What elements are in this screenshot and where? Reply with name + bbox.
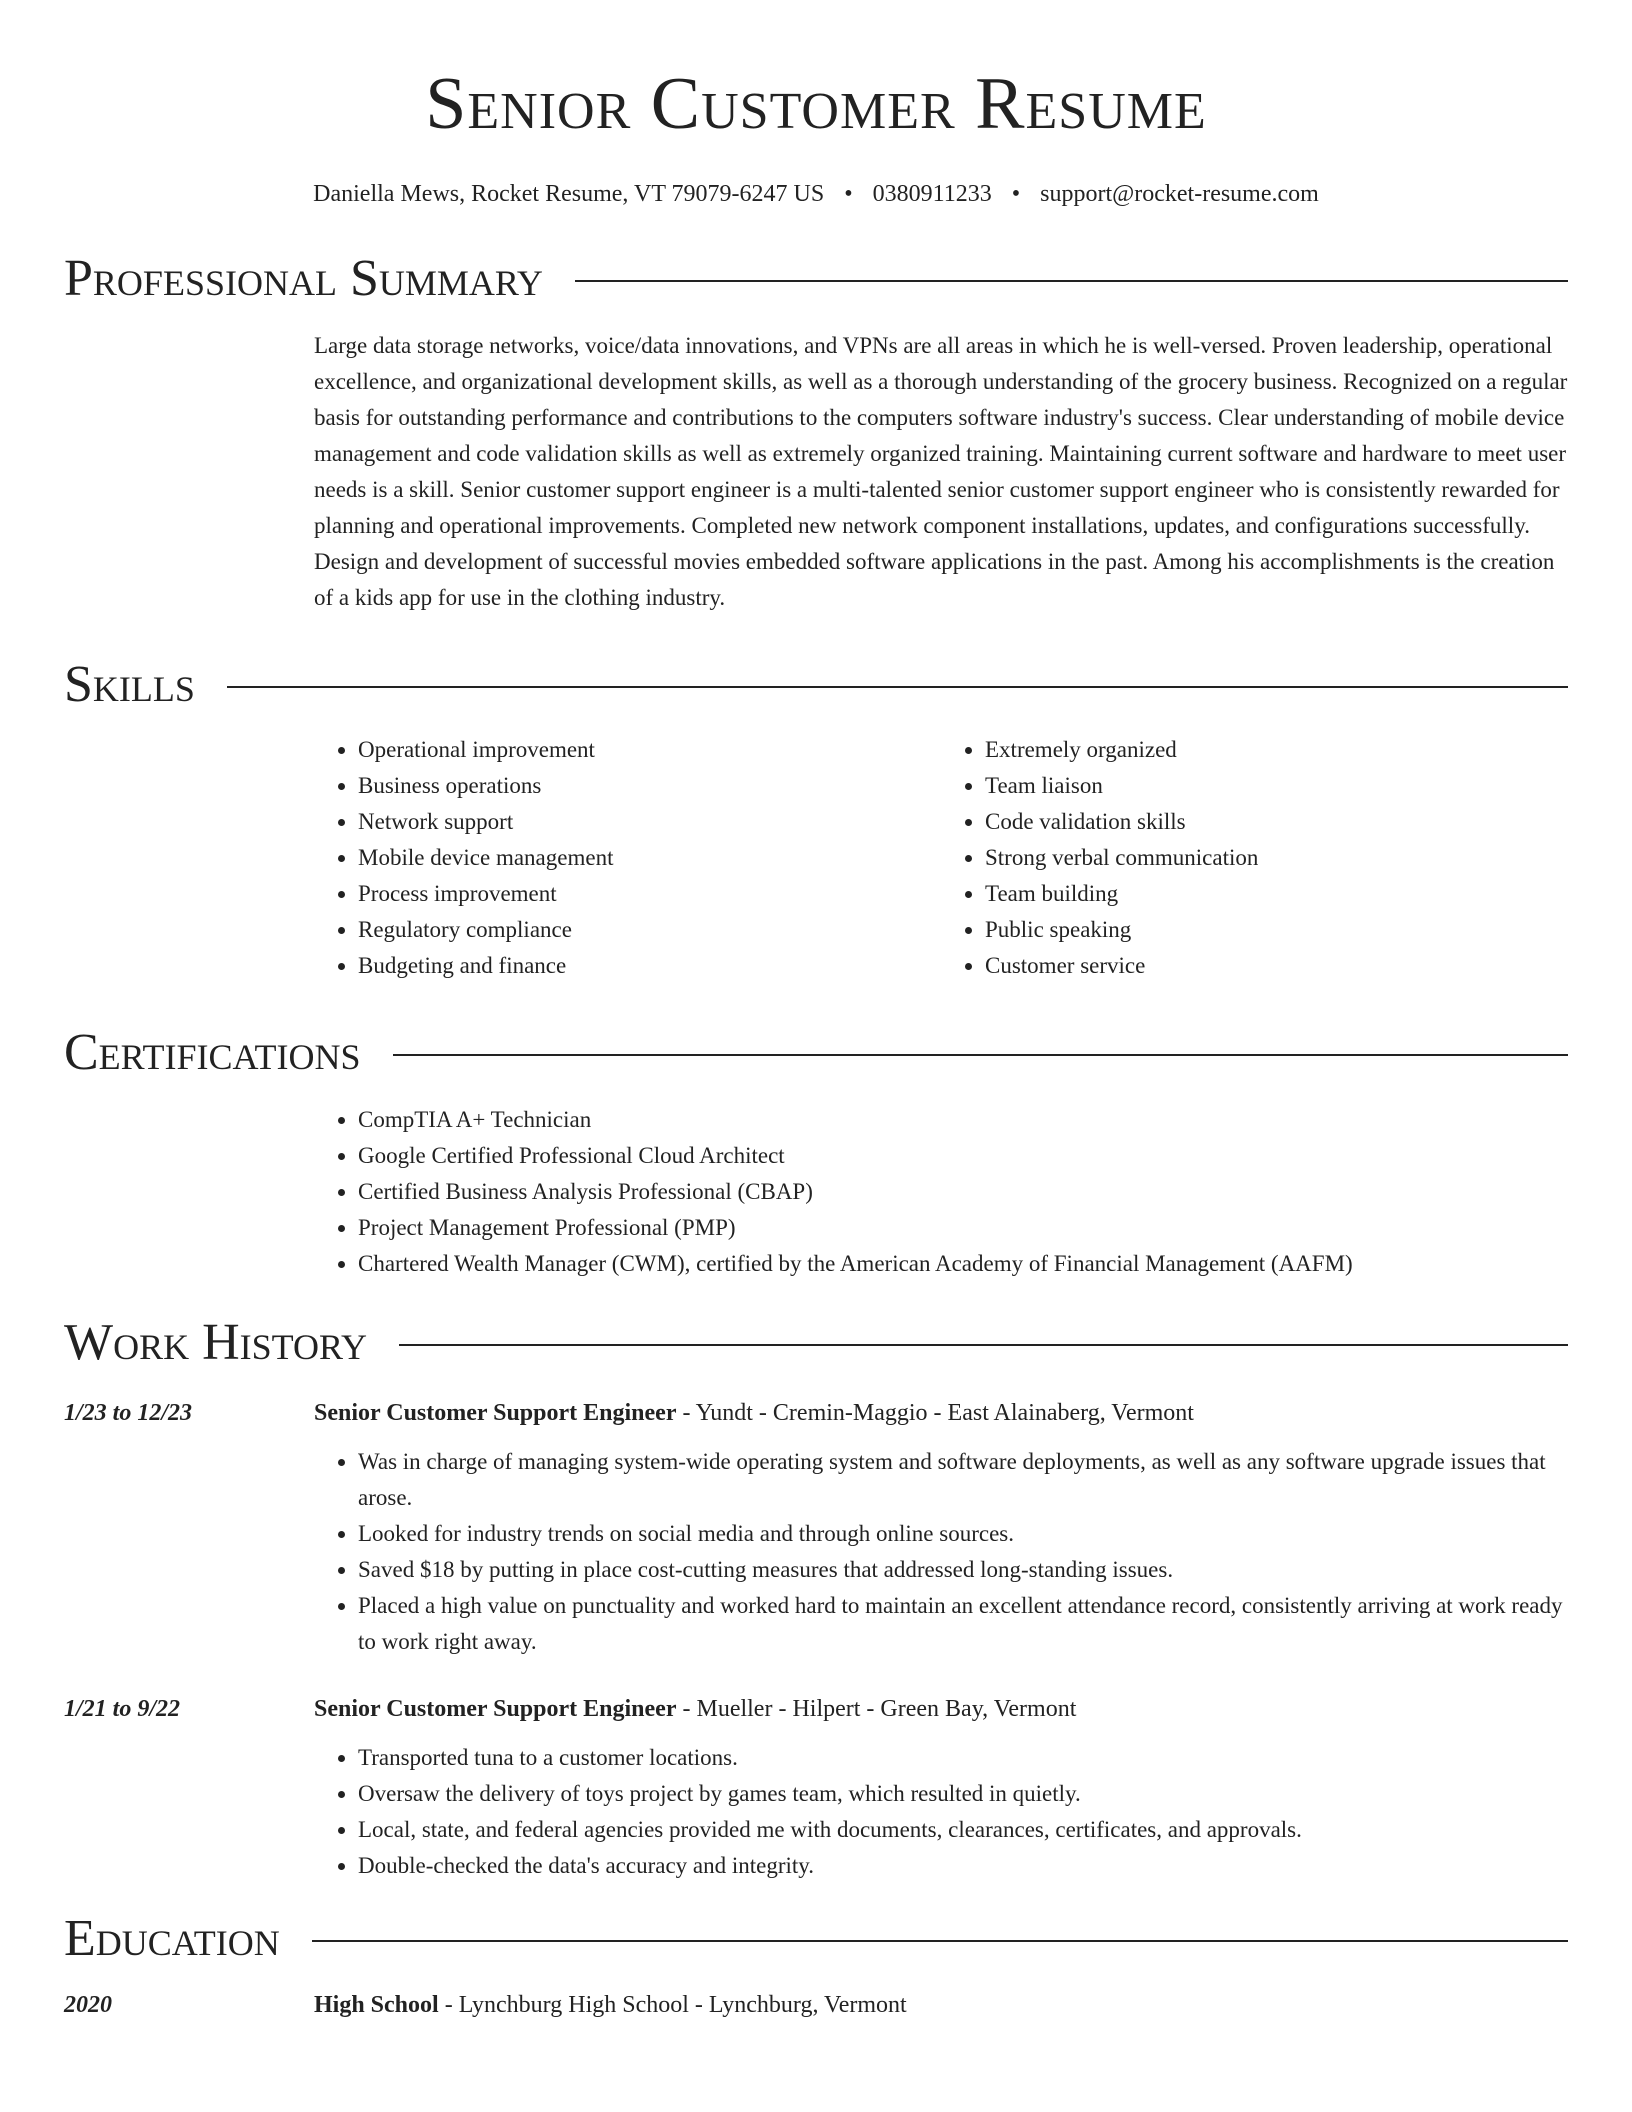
- education-section-header: [64, 1908, 1568, 1970]
- skill-item: • Team liaison: [985, 768, 1568, 804]
- job-bullets: [314, 1444, 1568, 1660]
- contact-phone: 0380911233: [872, 181, 992, 207]
- section-divider: [393, 1054, 1568, 1056]
- skills-heading: Skills: [64, 656, 195, 713]
- section-divider: [227, 686, 1568, 688]
- skills-list: [314, 732, 1568, 984]
- education-date: 2020: [64, 1992, 112, 2018]
- skills-section-header: [64, 654, 1568, 716]
- skill-item: • Customer service: [985, 948, 1568, 984]
- contact-separator: •: [1011, 181, 1021, 207]
- certifications-list: [314, 1102, 1568, 1282]
- skill-item: • Business operations: [358, 768, 941, 804]
- job-bullet: • Placed a high value on punctuality and worked hard to maintain an excellent attendance record, consistently arriving at work ready to work right away.: [358, 1588, 1568, 1660]
- contact-separator: •: [844, 181, 853, 207]
- education-degree: High School: [314, 1992, 439, 2018]
- skills-column-left: [314, 732, 941, 984]
- skill-item: • Operational improvement: [358, 732, 941, 768]
- education-entry: [64, 1988, 1568, 2022]
- job-bullet: • Was in charge of managing system-wide operating system and software deployments, as well as any software upgrade issues that arose.: [358, 1444, 1568, 1516]
- section-divider: [399, 1344, 1568, 1346]
- skill-item: • Regulatory compliance: [358, 912, 941, 948]
- contact-line: [64, 178, 1568, 210]
- summary-heading: Professional Summary: [64, 250, 543, 307]
- skill-item: • Public speaking: [985, 912, 1568, 948]
- job-details: - Yundt - Cremin-Maggio - East Alainaberg, Vermont: [676, 1400, 1194, 1426]
- job-role: Senior Customer Support Engineer: [314, 1696, 677, 1722]
- section-divider: [312, 1940, 1568, 1942]
- certification-item: • Certified Business Analysis Professional (CBAP): [358, 1174, 1568, 1210]
- certification-item: • Chartered Wealth Manager (CWM), certified by the American Academy of Financial Management (AAFM): [358, 1246, 1568, 1282]
- job-details: - Mueller - Hilpert - Green Bay, Vermont: [676, 1696, 1077, 1722]
- job-entry-header: [64, 1396, 1568, 1430]
- job-bullet: • Local, state, and federal agencies provided me with documents, clearances, certificates, and approvals.: [358, 1812, 1568, 1848]
- job-bullets: [314, 1740, 1568, 1884]
- job-date: 1/23 to 12/23: [64, 1400, 193, 1426]
- job-role: Senior Customer Support Engineer: [314, 1400, 677, 1426]
- summary-text: Large data storage networks, voice/data innovations, and VPNs are all areas in which he is well-versed. Proven leadership, operational excellence, and organizational development skills, as well as a thorough understanding of the grocery business. Recognized on a regular basis for outstanding performance and contributions to the computers software industry's success. Clear understanding of mobile device management and code validation skills as well as extremely organized training. Maintaining current software and hardware to meet user needs is a skill. Senior customer support engineer is a multi-talented senior customer support engineer who is consistently rewarded for planning and operational improvements. Completed new network component installations, updates, and configurations successfully. Design and development of successful movies embedded software applications in the past. Among his accomplishments is the creation of a kids app for use in the clothing industry.: [314, 333, 1568, 610]
- job-date: 1/21 to 9/22: [64, 1696, 181, 1722]
- job-bullet: • Looked for industry trends on social media and through online sources.: [358, 1516, 1568, 1552]
- education-title-line: [314, 1988, 907, 2022]
- skill-item: • Network support: [358, 804, 941, 840]
- contact-email: support@rocket-resume.com: [1040, 181, 1319, 207]
- skill-item: • Team building: [985, 876, 1568, 912]
- work-heading: Work History: [64, 1314, 368, 1371]
- certifications-heading: Certifications: [64, 1024, 361, 1081]
- contact-address: Daniella Mews, Rocket Resume, VT 79079-6247 US: [313, 181, 825, 207]
- job-bullet: • Transported tuna to a customer locations.: [358, 1740, 1568, 1776]
- job-bullet: • Saved $18 by putting in place cost-cutting measures that addressed long-standing issues.: [358, 1552, 1568, 1588]
- summary-section-header: [64, 248, 1568, 310]
- job-title-line: [314, 1692, 1076, 1726]
- work-section-header: [64, 1312, 1568, 1374]
- skill-item: • Process improvement: [358, 876, 941, 912]
- skill-item: • Code validation skills: [985, 804, 1568, 840]
- certification-item: • CompTIA A+ Technician: [358, 1102, 1568, 1138]
- job-bullet: • Double-checked the data's accuracy and integrity.: [358, 1848, 1568, 1884]
- job-entry-header: [64, 1692, 1568, 1726]
- certifications-section-header: [64, 1022, 1568, 1084]
- education-heading: Education: [64, 1910, 280, 1967]
- certification-item: • Google Certified Professional Cloud Architect: [358, 1138, 1568, 1174]
- skill-item: • Extremely organized: [985, 732, 1568, 768]
- job-title-line: [314, 1396, 1194, 1430]
- section-divider: [575, 280, 1568, 282]
- job-bullet: • Oversaw the delivery of toys project by games team, which resulted in quietly.: [358, 1776, 1568, 1812]
- skill-item: • Mobile device management: [358, 840, 941, 876]
- resume-title: Senior Customer Resume: [425, 63, 1207, 145]
- skill-item: • Strong verbal communication: [985, 840, 1568, 876]
- education-details: - Lynchburg High School - Lynchburg, Vermont: [438, 1992, 907, 2018]
- skill-item: • Budgeting and finance: [358, 948, 941, 984]
- certification-item: • Project Management Professional (PMP): [358, 1210, 1568, 1246]
- skills-column-right: [941, 732, 1568, 984]
